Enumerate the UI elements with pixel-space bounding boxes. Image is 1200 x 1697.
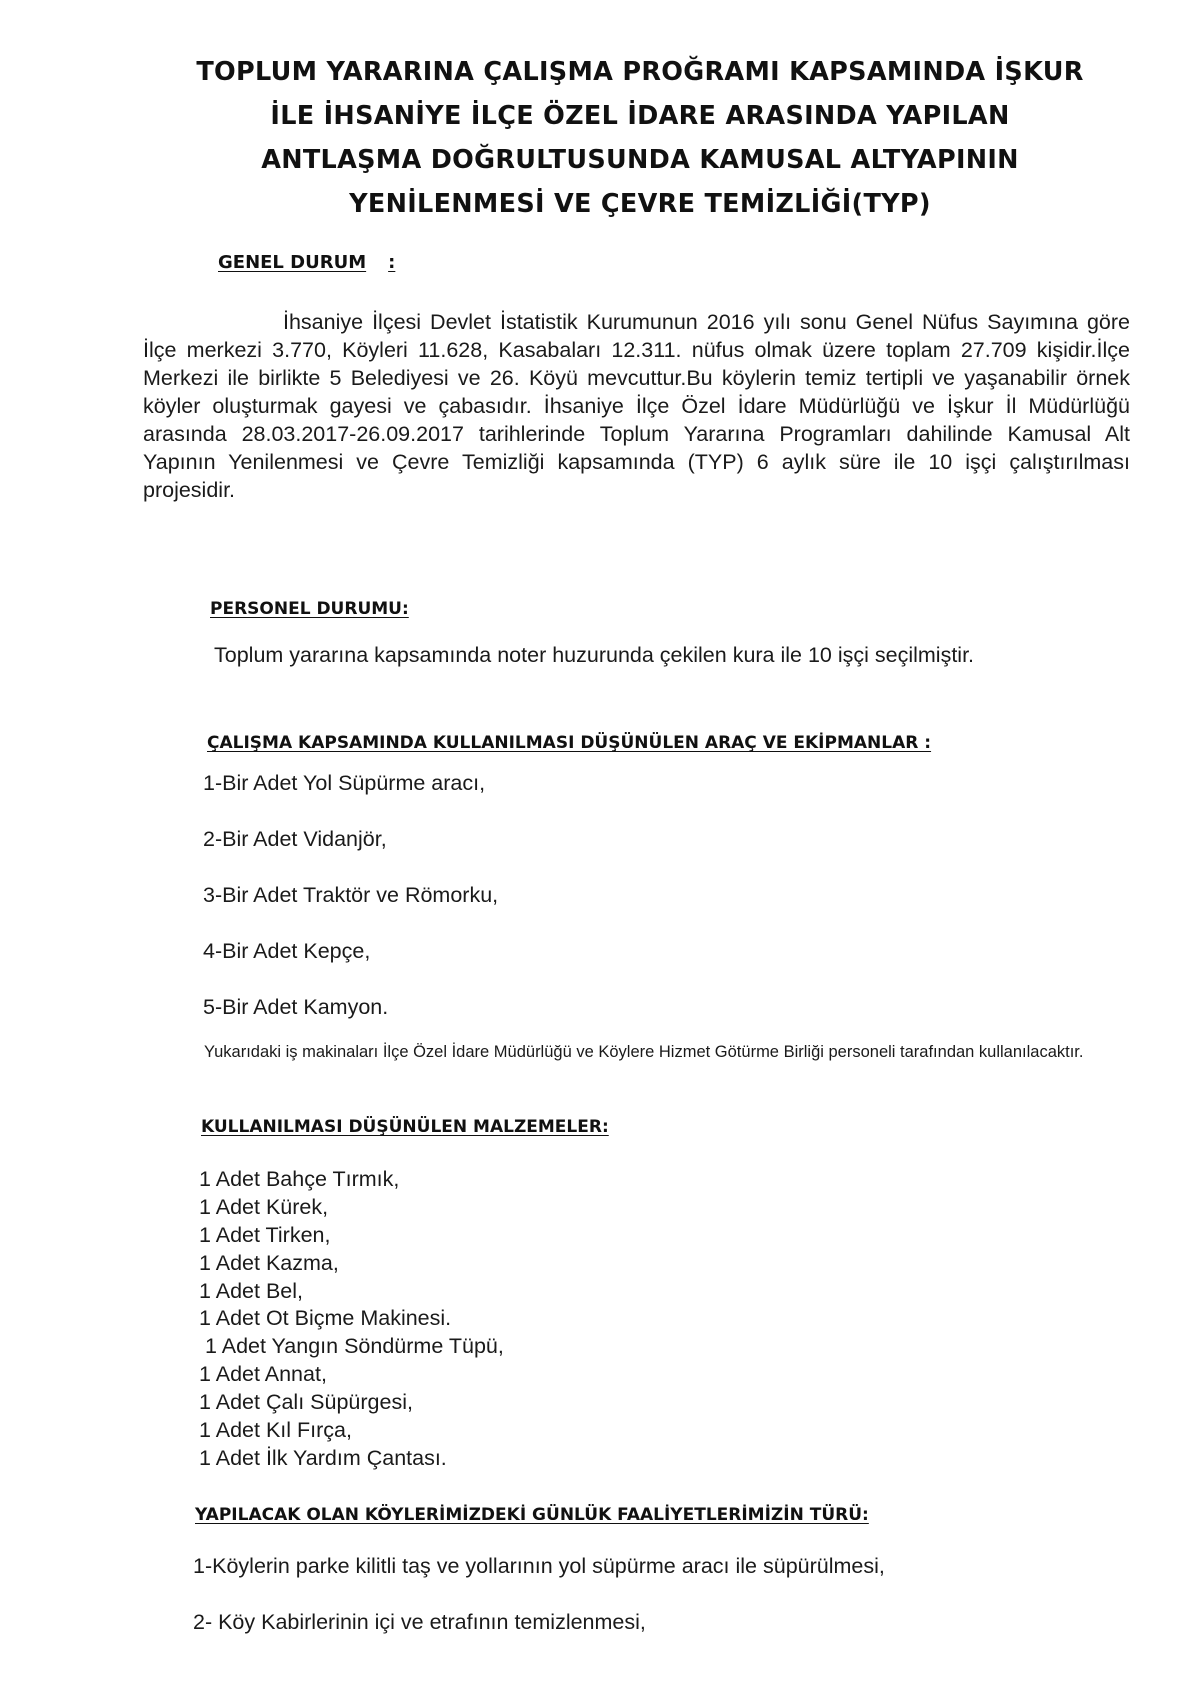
genel-durum-heading-text: GENEL DURUM	[218, 252, 367, 273]
list-item: 1 Adet Tirken,	[199, 1222, 331, 1247]
list-item: 1 Adet Kazma,	[199, 1250, 339, 1275]
arac-ekipman-heading: ÇALIŞMA KAPSAMINDA KULLANILMASI DÜŞÜNÜLEN ARAÇ VE EKİPMANLAR :	[207, 733, 932, 753]
genel-durum-heading	[218, 252, 395, 273]
list-item: 2-Bir Adet Vidanjör,	[203, 827, 387, 851]
list-item: 1-Bir Adet Yol Süpürme aracı,	[203, 771, 486, 795]
malzemeler-heading: KULLANILMASI DÜŞÜNÜLEN MALZEMELER:	[201, 1117, 609, 1137]
arac-ekipman-note	[132, 1043, 1092, 1062]
list-item: 1 Adet Ot Biçme Makinesi.	[199, 1306, 452, 1331]
title-line-4: YENİLENMESİ VE ÇEVRE TEMİZLİĞİ(TYP)	[349, 189, 931, 219]
title-line-2: İLE İHSANİYE İLÇE ÖZEL İDARE ARASINDA YAPILAN	[270, 101, 1010, 131]
list-item: 1 Adet Çalı Süpürgesi,	[199, 1390, 413, 1415]
genel-durum-colon: :	[388, 252, 396, 273]
list-item: 1 Adet Bahçe Tırmık,	[199, 1167, 400, 1191]
personel-durumu-heading: PERSONEL DURUMU:	[210, 599, 409, 619]
title-line-3: ANTLAŞMA DOĞRULTUSUNDA KAMUSAL ALTYAPININ	[261, 145, 1019, 175]
list-item: 1 Adet Annat,	[199, 1362, 327, 1387]
list-item: 2- Köy Kabirlerinin içi ve etrafının temizlenmesi,	[193, 1610, 646, 1634]
list-item: 1 Adet Kıl Fırça,	[199, 1418, 352, 1443]
genel-durum-text: İhsaniye İlçesi Devlet İstatistik Kurumunun 2016 yılı sonu Genel Nüfus Sayımına göre İlçe merkezi 3.770, Köyleri 11.628, Kasabaları 12.311. nüfus olmak üzere toplam 27.709 kişidir.İlçe Merkezi ile birlikte 5 Belediyesi ve 26. Köyü mevcuttur.Bu köylerin temiz tertipli ve yaşanabilir örnek köyler oluşturmak gayesi ve çabasıdır. İhsaniye İlçe Özel İdare Müdürlüğü ve İşkur İl Müdürlüğü arasında 28.03.2017-26.09.2017 tarihlerinde Toplum Yararına Programları dahilinde Kamusal Alt Yapının Yenilenmesi ve Çevre Temizliği kapsamında (TYP) 6 aylık süre ile 10 işçi çalıştırılması projesidir.	[143, 310, 1130, 502]
title-line-1: TOPLUM YARARINA ÇALIŞMA PROĞRAMI KAPSAMINDA İŞKUR	[196, 57, 1084, 87]
document-title	[140, 50, 1140, 226]
personel-durumu-text: Toplum yararına kapsamında noter huzurunda çekilen kura ile 10 işçi seçilmiştir.	[214, 643, 975, 667]
malzemeler-list	[199, 1166, 504, 1473]
genel-durum-paragraph	[143, 308, 1130, 504]
list-item: 1 Adet Yangın Söndürme Tüpü,	[205, 1334, 504, 1359]
arac-ekipman-note-text: Yukarıdaki iş makinaları İlçe Özel İdare Müdürlüğü ve Köylere Hizmet Götürme Birliği personeli tarafından kullanılacaktır.	[204, 1043, 1084, 1061]
arac-ekipman-list	[203, 768, 498, 1048]
list-item: 3-Bir Adet Traktör ve Römorku,	[203, 883, 499, 907]
list-item: 1-Köylerin parke kilitli taş ve yollarının yol süpürme aracı ile süpürülmesi,	[193, 1554, 885, 1578]
list-item: 4-Bir Adet Kepçe,	[203, 939, 371, 963]
list-item: 1 Adet İlk Yardım Çantası.	[199, 1445, 447, 1470]
faaliyetler-list	[193, 1551, 885, 1663]
list-item: 5-Bir Adet Kamyon.	[203, 995, 389, 1019]
list-item: 1 Adet Bel,	[199, 1278, 303, 1303]
faaliyetler-heading: YAPILACAK OLAN KÖYLERİMİZDEKİ GÜNLÜK FAALİYETLERİMİZİN TÜRÜ:	[195, 1505, 869, 1525]
list-item: 1 Adet Kürek,	[199, 1194, 329, 1219]
